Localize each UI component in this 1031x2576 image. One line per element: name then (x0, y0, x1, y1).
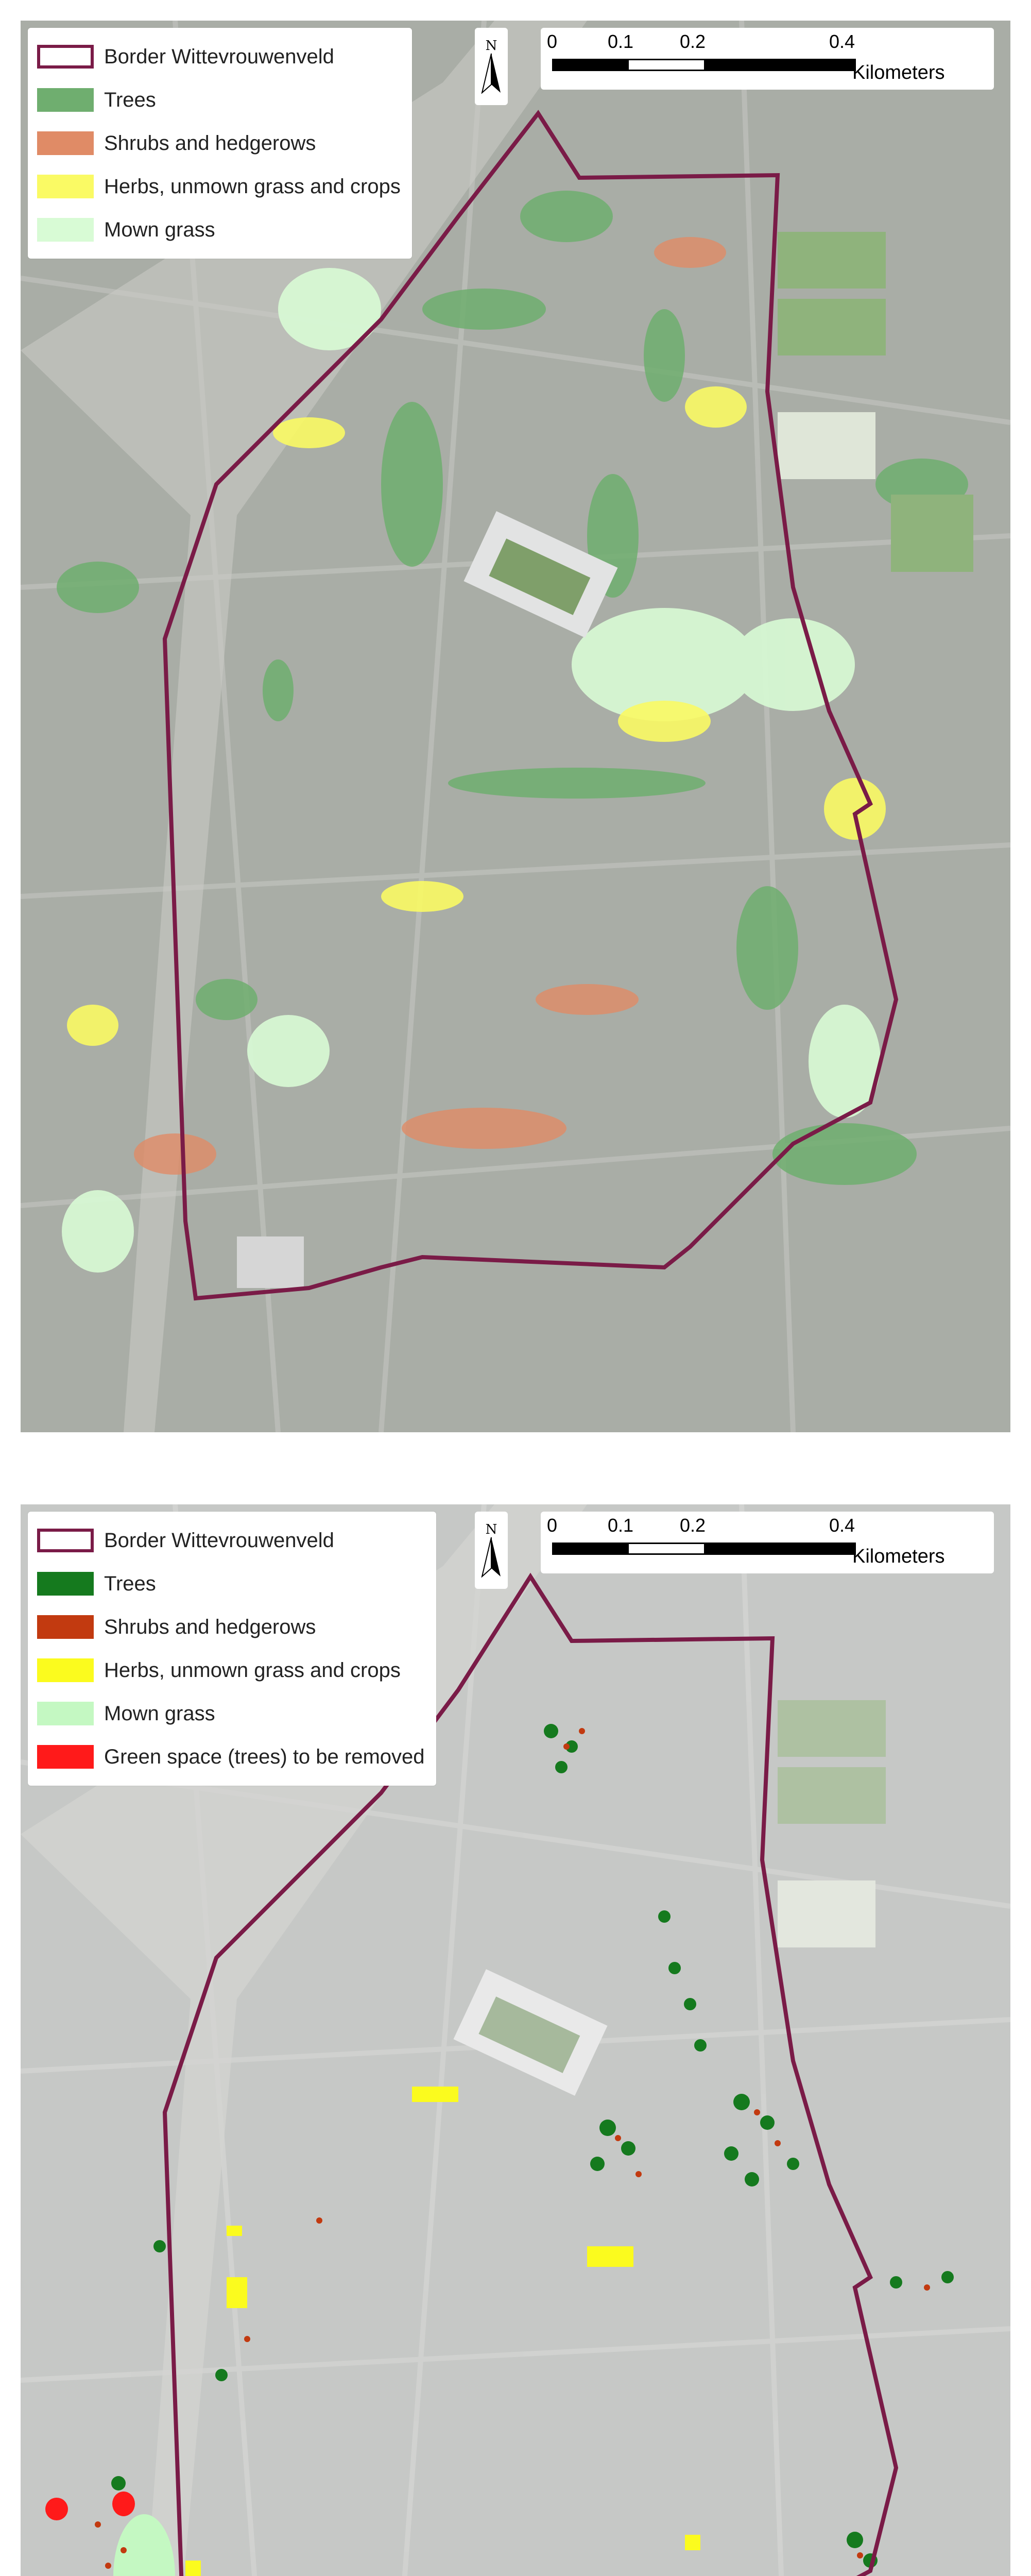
legend-swatch (37, 1702, 94, 1725)
scale-tick: 0.1 (608, 31, 634, 52)
legend-item-mown-grass (37, 1692, 425, 1735)
legend-label: Green space (trees) to be removed (104, 1745, 425, 1768)
legend (28, 1512, 436, 1786)
scale-bar-graphic (552, 59, 856, 71)
north-letter: N (485, 38, 497, 54)
legend-label: Shrubs and hedgerows (104, 1615, 316, 1638)
north-arrow-icon (481, 1536, 502, 1578)
scale-units: Kilometers (852, 62, 945, 83)
scale-units: Kilometers (852, 1546, 945, 1567)
legend-label: Trees (104, 88, 156, 111)
legend-label: Herbs, unmown grass and crops (104, 1658, 401, 1682)
scale-bar (541, 28, 994, 90)
scale-tick: 0.2 (680, 31, 706, 52)
legend-item-shrubs (37, 1605, 425, 1649)
legend-label: Shrubs and hedgerows (104, 131, 316, 155)
legend-item-trees (37, 1562, 425, 1605)
scale-tick: 0.1 (608, 1515, 634, 1536)
north-arrow (475, 1512, 508, 1589)
legend-swatch (37, 175, 94, 198)
scale-tick: 0.4 (829, 31, 855, 52)
legend-label: Mown grass (104, 1702, 215, 1725)
map-panel-planned-changes[interactable] (21, 1504, 1010, 2576)
legend-label: Herbs, unmown grass and crops (104, 175, 401, 198)
north-arrow (475, 28, 508, 105)
scale-bar (541, 1512, 994, 1573)
map-panel-current-green[interactable] (21, 21, 1010, 1432)
legend-swatch (37, 45, 94, 69)
scale-tick: 0.2 (680, 1515, 706, 1536)
legend-item-herbs (37, 165, 401, 208)
scale-tick: 0.4 (829, 1515, 855, 1536)
legend-swatch (37, 1529, 94, 1552)
legend-item-border (37, 35, 401, 78)
north-arrow-icon (481, 53, 502, 94)
legend (28, 28, 412, 259)
scale-bar-graphic (552, 1543, 856, 1555)
scale-tick: 0 (547, 31, 558, 52)
legend-label: Mown grass (104, 218, 215, 241)
legend-swatch (37, 1615, 94, 1639)
legend-item-border (37, 1519, 425, 1562)
legend-swatch (37, 1745, 94, 1769)
legend-swatch (37, 88, 94, 112)
legend-item-trees (37, 78, 401, 122)
legend-item-shrubs (37, 122, 401, 165)
legend-item-removed (37, 1735, 425, 1778)
legend-swatch (37, 218, 94, 242)
legend-swatch (37, 131, 94, 155)
legend-item-mown-grass (37, 208, 401, 251)
north-letter: N (485, 1522, 497, 1537)
legend-label: Border Wittevrouwenveld (104, 1529, 334, 1552)
scale-tick: 0 (547, 1515, 558, 1536)
legend-label: Trees (104, 1572, 156, 1595)
legend-swatch (37, 1658, 94, 1682)
legend-item-herbs (37, 1649, 425, 1692)
legend-swatch (37, 1572, 94, 1596)
legend-label: Border Wittevrouwenveld (104, 45, 334, 68)
